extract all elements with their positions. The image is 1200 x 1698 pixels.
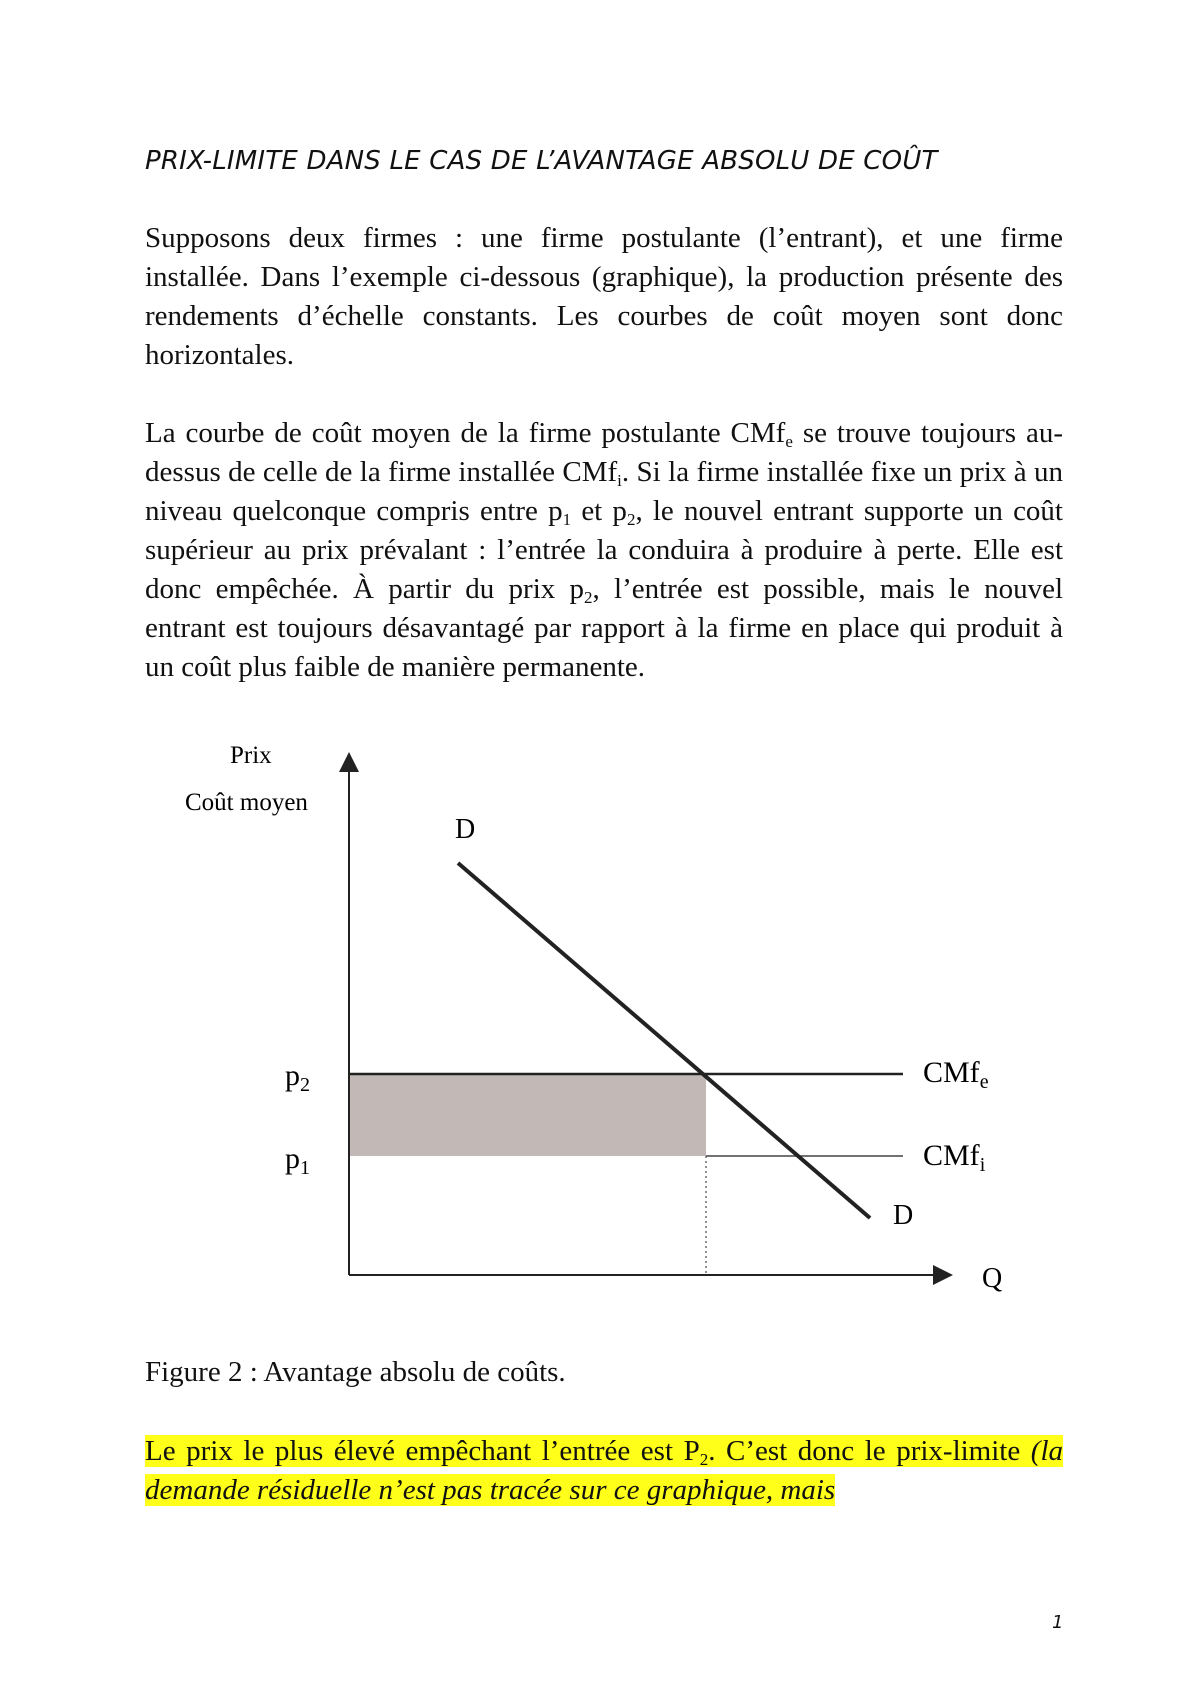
text-run: , l’entrée est possible, mais le nouvel entrant est toujours désavantagé par rapport à la firme en place qui produit à un coût plus faible de manière permanente.: [145, 573, 1063, 683]
highlighted-conclusion: [145, 1432, 1063, 1510]
text-run: et p: [571, 495, 627, 527]
text-run: Le prix le plus élevé empêchant l’entrée est P: [145, 1435, 700, 1467]
p2-label: $p_2$: [285, 1059, 310, 1096]
p1-label: $p_1$: [285, 1142, 310, 1179]
paragraph-explanation-text: [145, 414, 1063, 687]
paragraph-intro-text: Supposons deux firmes : une firme postulante (l’entrant), et une firme installée. Dans l’exemple ci-dessous (graphique), la production présente des rendements d’échelle constants. Les courbes de coût moyen sont donc horizontales.: [145, 222, 1063, 371]
demand-line: [458, 863, 870, 1218]
subscript: 1: [562, 510, 572, 529]
x-axis-arrow: [933, 1265, 953, 1285]
subscript: e: [785, 432, 793, 451]
subscript: 2: [699, 1450, 709, 1469]
page-number: 1: [1052, 1612, 1064, 1633]
subscript: i: [617, 471, 622, 490]
text-run: La courbe de coût moyen de la firme postulante CMf: [145, 417, 786, 449]
text-run: . Si la firme installée fixe un prix à un niveau quelconque compris entre p: [145, 456, 1063, 527]
y-axis-label-prix: Prix: [230, 742, 272, 769]
text-run: se trouve toujours au-dessus de celle de la firme installée CMf: [145, 417, 1063, 488]
x-axis-label-q: Q: [982, 1263, 1003, 1294]
cost-advantage-diagram: [165, 740, 1045, 1300]
subscript: 2: [584, 588, 593, 607]
shaded-cost-gap: [349, 1074, 706, 1156]
section-heading: PRIX-LIMITE DANS LE CAS DE L’AVANTAGE ABSOLU DE COÛT: [145, 146, 938, 176]
highlighted-conclusion-text: [145, 1432, 1063, 1510]
text-run: , le nouvel entrant supporte un coût supérieur au prix prévalant : l’entrée la conduira à produire à perte. Elle est donc empêchée. À partir du prix p: [145, 495, 1063, 605]
italic-note: (la demande résiduelle n’est pas tracée sur ce graphique, mais: [145, 1435, 1064, 1506]
paragraph-explanation: [145, 414, 1063, 687]
text-run: . C’est donc le prix-limite: [708, 1435, 1031, 1467]
figure-caption: Figure 2 : Avantage absolu de coûts.: [145, 1356, 566, 1388]
demand-label-top: D: [455, 814, 476, 845]
subscript: 2: [626, 510, 636, 529]
y-axis-arrow: [339, 752, 359, 772]
cmfe-label: CMf$_e$: [923, 1056, 989, 1093]
y-axis-label-cout-moyen: Coût moyen: [185, 789, 308, 816]
paragraph-intro: [145, 219, 1063, 375]
demand-label-bottom: D: [893, 1200, 914, 1231]
cmfi-label: CMf$_i$: [923, 1139, 986, 1176]
